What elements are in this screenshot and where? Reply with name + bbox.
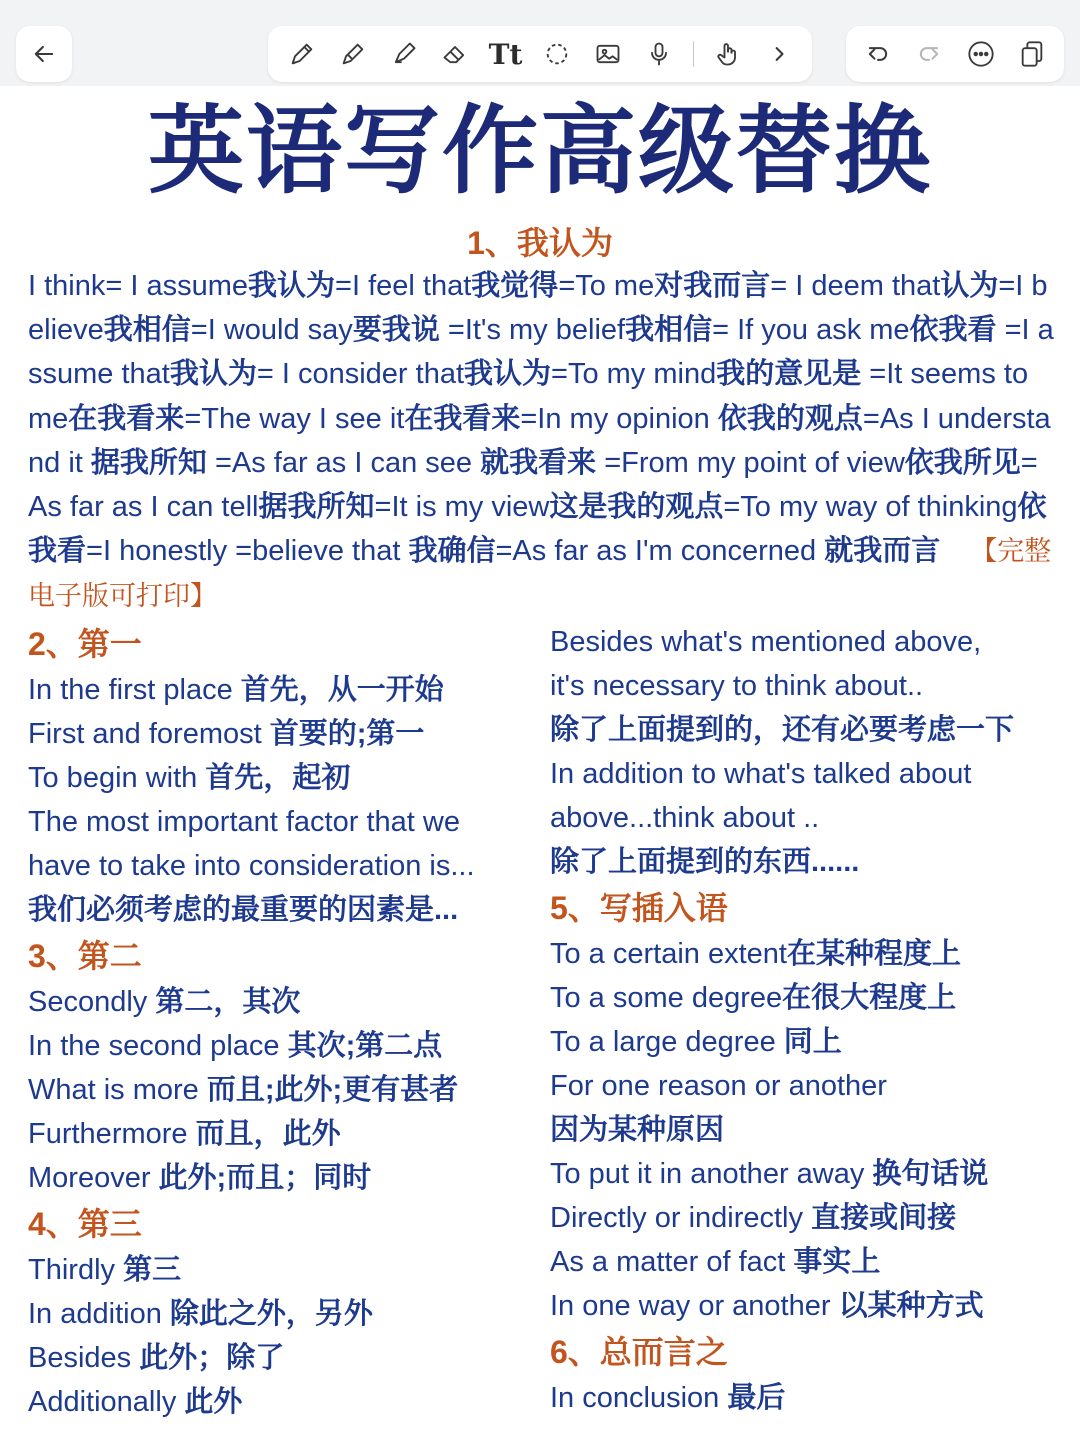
english-phrase: In addition: [28, 1298, 170, 1330]
chinese-meaning: 而且;此外;更有甚者: [206, 1074, 459, 1106]
chinese-meaning: 我们必须考虑的最重要的因素是...: [28, 894, 459, 926]
english-phrase: Moreover: [28, 1162, 159, 1194]
english-phrase: =I feel that: [335, 270, 472, 302]
english-phrase: = I consider that: [256, 358, 465, 391]
english-phrase: =From my point of view: [596, 446, 905, 479]
phrase-line: [550, 752, 1060, 796]
chinese-meaning: 我的意见是: [716, 358, 862, 391]
section-heading: 4、第三: [28, 1206, 142, 1242]
eraser-icon[interactable]: [438, 37, 472, 71]
right-column: [550, 620, 1060, 1420]
top-toolbar: [0, 0, 1080, 86]
page-title: 英语写作高级替换: [148, 98, 932, 205]
english-phrase: =The way I see it: [184, 402, 405, 435]
english-phrase: To begin with: [28, 762, 206, 794]
phrase-line: [28, 1292, 538, 1336]
chinese-meaning: 此外: [184, 1386, 243, 1418]
english-phrase: Thirdly: [28, 1254, 124, 1286]
english-phrase: = I deem that: [770, 270, 941, 302]
english-phrase: Directly or indirectly: [550, 1202, 812, 1234]
chinese-meaning: 我认为: [248, 270, 336, 302]
english-phrase: In the first place: [28, 674, 241, 706]
chinese-meaning: 首先，起初: [205, 762, 351, 794]
section-heading: 3、第二: [28, 938, 142, 974]
phrase-line: [550, 932, 1060, 976]
section-heading: 1、我认为: [467, 225, 613, 261]
toolbar-divider: [693, 41, 694, 67]
section-heading: 6、总而言之: [550, 1334, 728, 1370]
chinese-meaning: 就我看来: [480, 446, 597, 479]
chevron-right-icon[interactable]: [762, 37, 796, 71]
undo-icon[interactable]: [861, 37, 895, 71]
english-phrase: =It's my belief: [439, 314, 626, 347]
phrase-line: [550, 664, 1060, 708]
chinese-meaning: 要我说: [352, 314, 440, 347]
phrase-line: [28, 1112, 538, 1156]
chinese-meaning: 我确信: [408, 535, 496, 568]
phrase-line: [550, 1152, 1060, 1196]
chinese-meaning: 依我的观点: [717, 402, 863, 435]
english-phrase: = If you ask me: [712, 314, 910, 347]
section-heading: 5、写插入语: [550, 890, 728, 926]
english-phrase: As a matter of fact: [550, 1246, 794, 1278]
english-phrase: To a certain extent: [550, 938, 787, 970]
phrase-line: [28, 800, 538, 844]
more-icon[interactable]: [964, 37, 998, 71]
english-phrase: =As far as I can see: [206, 446, 481, 479]
phrase-line: [28, 1068, 538, 1112]
phrase-line: [28, 712, 538, 756]
redo-icon[interactable]: [912, 37, 946, 71]
english-phrase: =I assume that: [28, 314, 1054, 391]
text-tool[interactable]: Tt: [488, 37, 523, 71]
chinese-meaning: 直接或间接: [811, 1202, 957, 1234]
handwritten-note: 【完整电子版可打印】: [28, 536, 1052, 613]
back-button[interactable]: [16, 26, 72, 82]
lasso-icon[interactable]: [540, 37, 574, 71]
chinese-meaning: 我认为: [464, 358, 552, 391]
chinese-meaning: 认为: [940, 270, 999, 302]
chinese-meaning: 此外；除了: [139, 1342, 285, 1374]
chinese-meaning: 以某种方式: [838, 1290, 984, 1322]
english-phrase: =To me: [558, 270, 655, 302]
chinese-meaning: 在我看来: [404, 402, 521, 435]
chinese-meaning: 据我所知: [258, 491, 375, 524]
chinese-meaning: 在我看来: [68, 402, 185, 435]
chinese-meaning: 我觉得: [471, 270, 559, 302]
english-phrase: = As far as I can tell: [28, 446, 1038, 524]
english-phrase: For one reason or another: [550, 1070, 887, 1102]
phrase-line: [28, 844, 538, 888]
phrase-line: [550, 1020, 1060, 1064]
phrase-line: [550, 796, 1060, 840]
section-1-paragraph: [28, 264, 1058, 620]
image-icon[interactable]: [591, 37, 625, 71]
english-phrase: Additionally: [28, 1386, 185, 1418]
phrase-line: [550, 1196, 1060, 1240]
english-phrase: it's necessary to think about..: [550, 670, 924, 702]
phrase-line: [28, 980, 538, 1024]
phrase-line: [28, 1336, 538, 1380]
chinese-meaning: 而且，此外: [195, 1118, 341, 1150]
chinese-meaning: 第二，其次: [155, 986, 301, 1018]
english-phrase: To put it in another away: [550, 1158, 873, 1190]
mic-icon[interactable]: [642, 37, 676, 71]
chinese-meaning: 首先，从一开始: [240, 674, 444, 706]
right-actions: [846, 26, 1064, 82]
english-phrase: =To my mind: [551, 358, 717, 391]
chinese-meaning: 这是我的观点: [549, 491, 724, 524]
pen-icon[interactable]: [285, 37, 319, 71]
phrase-line: [550, 620, 1060, 664]
hand-pointer-icon[interactable]: [711, 37, 745, 71]
chinese-meaning: 事实上: [793, 1246, 881, 1278]
phrase-line: [550, 1064, 1060, 1108]
phrase-line: [550, 976, 1060, 1020]
left-column: [28, 620, 538, 1424]
chinese-meaning: 在很大程度上: [782, 982, 957, 1014]
english-phrase: =I believe: [28, 270, 1048, 347]
english-phrase: I think= I assume: [28, 270, 249, 302]
chinese-meaning: 其次;第二点: [287, 1030, 443, 1062]
phrase-line: [28, 1156, 538, 1200]
phrase-line: [28, 1248, 538, 1292]
english-phrase: First and foremost: [28, 718, 270, 750]
english-phrase: In one way or another: [550, 1290, 839, 1322]
english-phrase: have to take into consideration is...: [28, 850, 475, 882]
phrase-line: [550, 1240, 1060, 1284]
chinese-meaning: 我相信: [103, 314, 191, 347]
english-phrase: Besides: [28, 1342, 140, 1374]
chinese-meaning: 第三: [123, 1254, 182, 1286]
phrase-line: [28, 668, 538, 712]
chinese-meaning: 对我而言: [654, 270, 771, 302]
english-phrase: =To my way of thinking: [723, 491, 1018, 524]
english-phrase: =I would say: [190, 314, 353, 347]
chinese-meaning: 依我所见: [904, 446, 1021, 479]
chinese-meaning: 此外;而且；同时: [158, 1162, 372, 1194]
chinese-meaning: 我认为: [169, 358, 257, 391]
phrase-line: [28, 756, 538, 800]
english-phrase: In addition to what's talked about: [550, 758, 972, 790]
english-phrase: =It seems to me: [28, 358, 1029, 435]
chinese-meaning: 就我而言: [824, 535, 941, 568]
chinese-meaning: 依我看: [909, 314, 997, 347]
chinese-meaning: 据我所知: [90, 446, 207, 479]
chinese-meaning: 除了上面提到的东西......: [550, 846, 860, 878]
chinese-meaning: 同上: [783, 1026, 842, 1058]
english-phrase: =In my opinion: [520, 402, 718, 435]
english-phrase: =As I understand it: [28, 402, 1051, 479]
english-phrase: Secondly: [28, 986, 156, 1018]
english-phrase: In the second place: [28, 1030, 288, 1062]
phrase-line: [28, 1024, 538, 1068]
english-phrase: above...think about ..: [550, 802, 820, 834]
english-phrase: The most important factor that we: [28, 806, 460, 838]
section-heading: 2、第一: [28, 626, 142, 662]
pen-2-icon[interactable]: [336, 37, 370, 71]
chinese-meaning: 除此之外，另外: [169, 1298, 373, 1330]
english-phrase: To a some degree: [550, 982, 783, 1014]
english-phrase: =It is my view: [374, 491, 550, 524]
english-phrase: What is more: [28, 1074, 207, 1106]
english-phrase: To a large degree: [550, 1026, 784, 1058]
english-phrase: =I honestly =believe that: [86, 535, 409, 568]
phrase-line: [550, 1284, 1060, 1328]
english-phrase: In conclusion: [550, 1382, 728, 1414]
chinese-meaning: 我相信: [625, 314, 713, 347]
chinese-meaning: 在某种程度上: [786, 938, 961, 970]
english-phrase: Besides what's mentioned above,: [550, 626, 982, 658]
english-phrase: =As far as I'm concerned: [495, 535, 825, 568]
phrase-line: [550, 840, 1060, 884]
english-phrase: Furthermore: [28, 1118, 196, 1150]
tools-palette: [268, 26, 812, 82]
highlighter-icon[interactable]: [387, 37, 421, 71]
arrow-left-icon: [27, 37, 61, 71]
chinese-meaning: 最后: [727, 1382, 786, 1414]
chinese-meaning: 因为某种原因: [550, 1114, 725, 1146]
chinese-meaning: 首要的;第一: [269, 718, 425, 750]
phrase-line: [28, 888, 538, 932]
phrase-line: [550, 1376, 1060, 1420]
phrase-line: [550, 708, 1060, 752]
phrase-line: [28, 1380, 538, 1424]
chinese-meaning: 换句话说: [872, 1158, 989, 1190]
pages-icon[interactable]: [1015, 37, 1049, 71]
chinese-meaning: 除了上面提到的，还有必要考虑一下: [550, 714, 1015, 746]
phrase-line: [550, 1108, 1060, 1152]
chinese-meaning: 依我看: [28, 491, 1047, 568]
